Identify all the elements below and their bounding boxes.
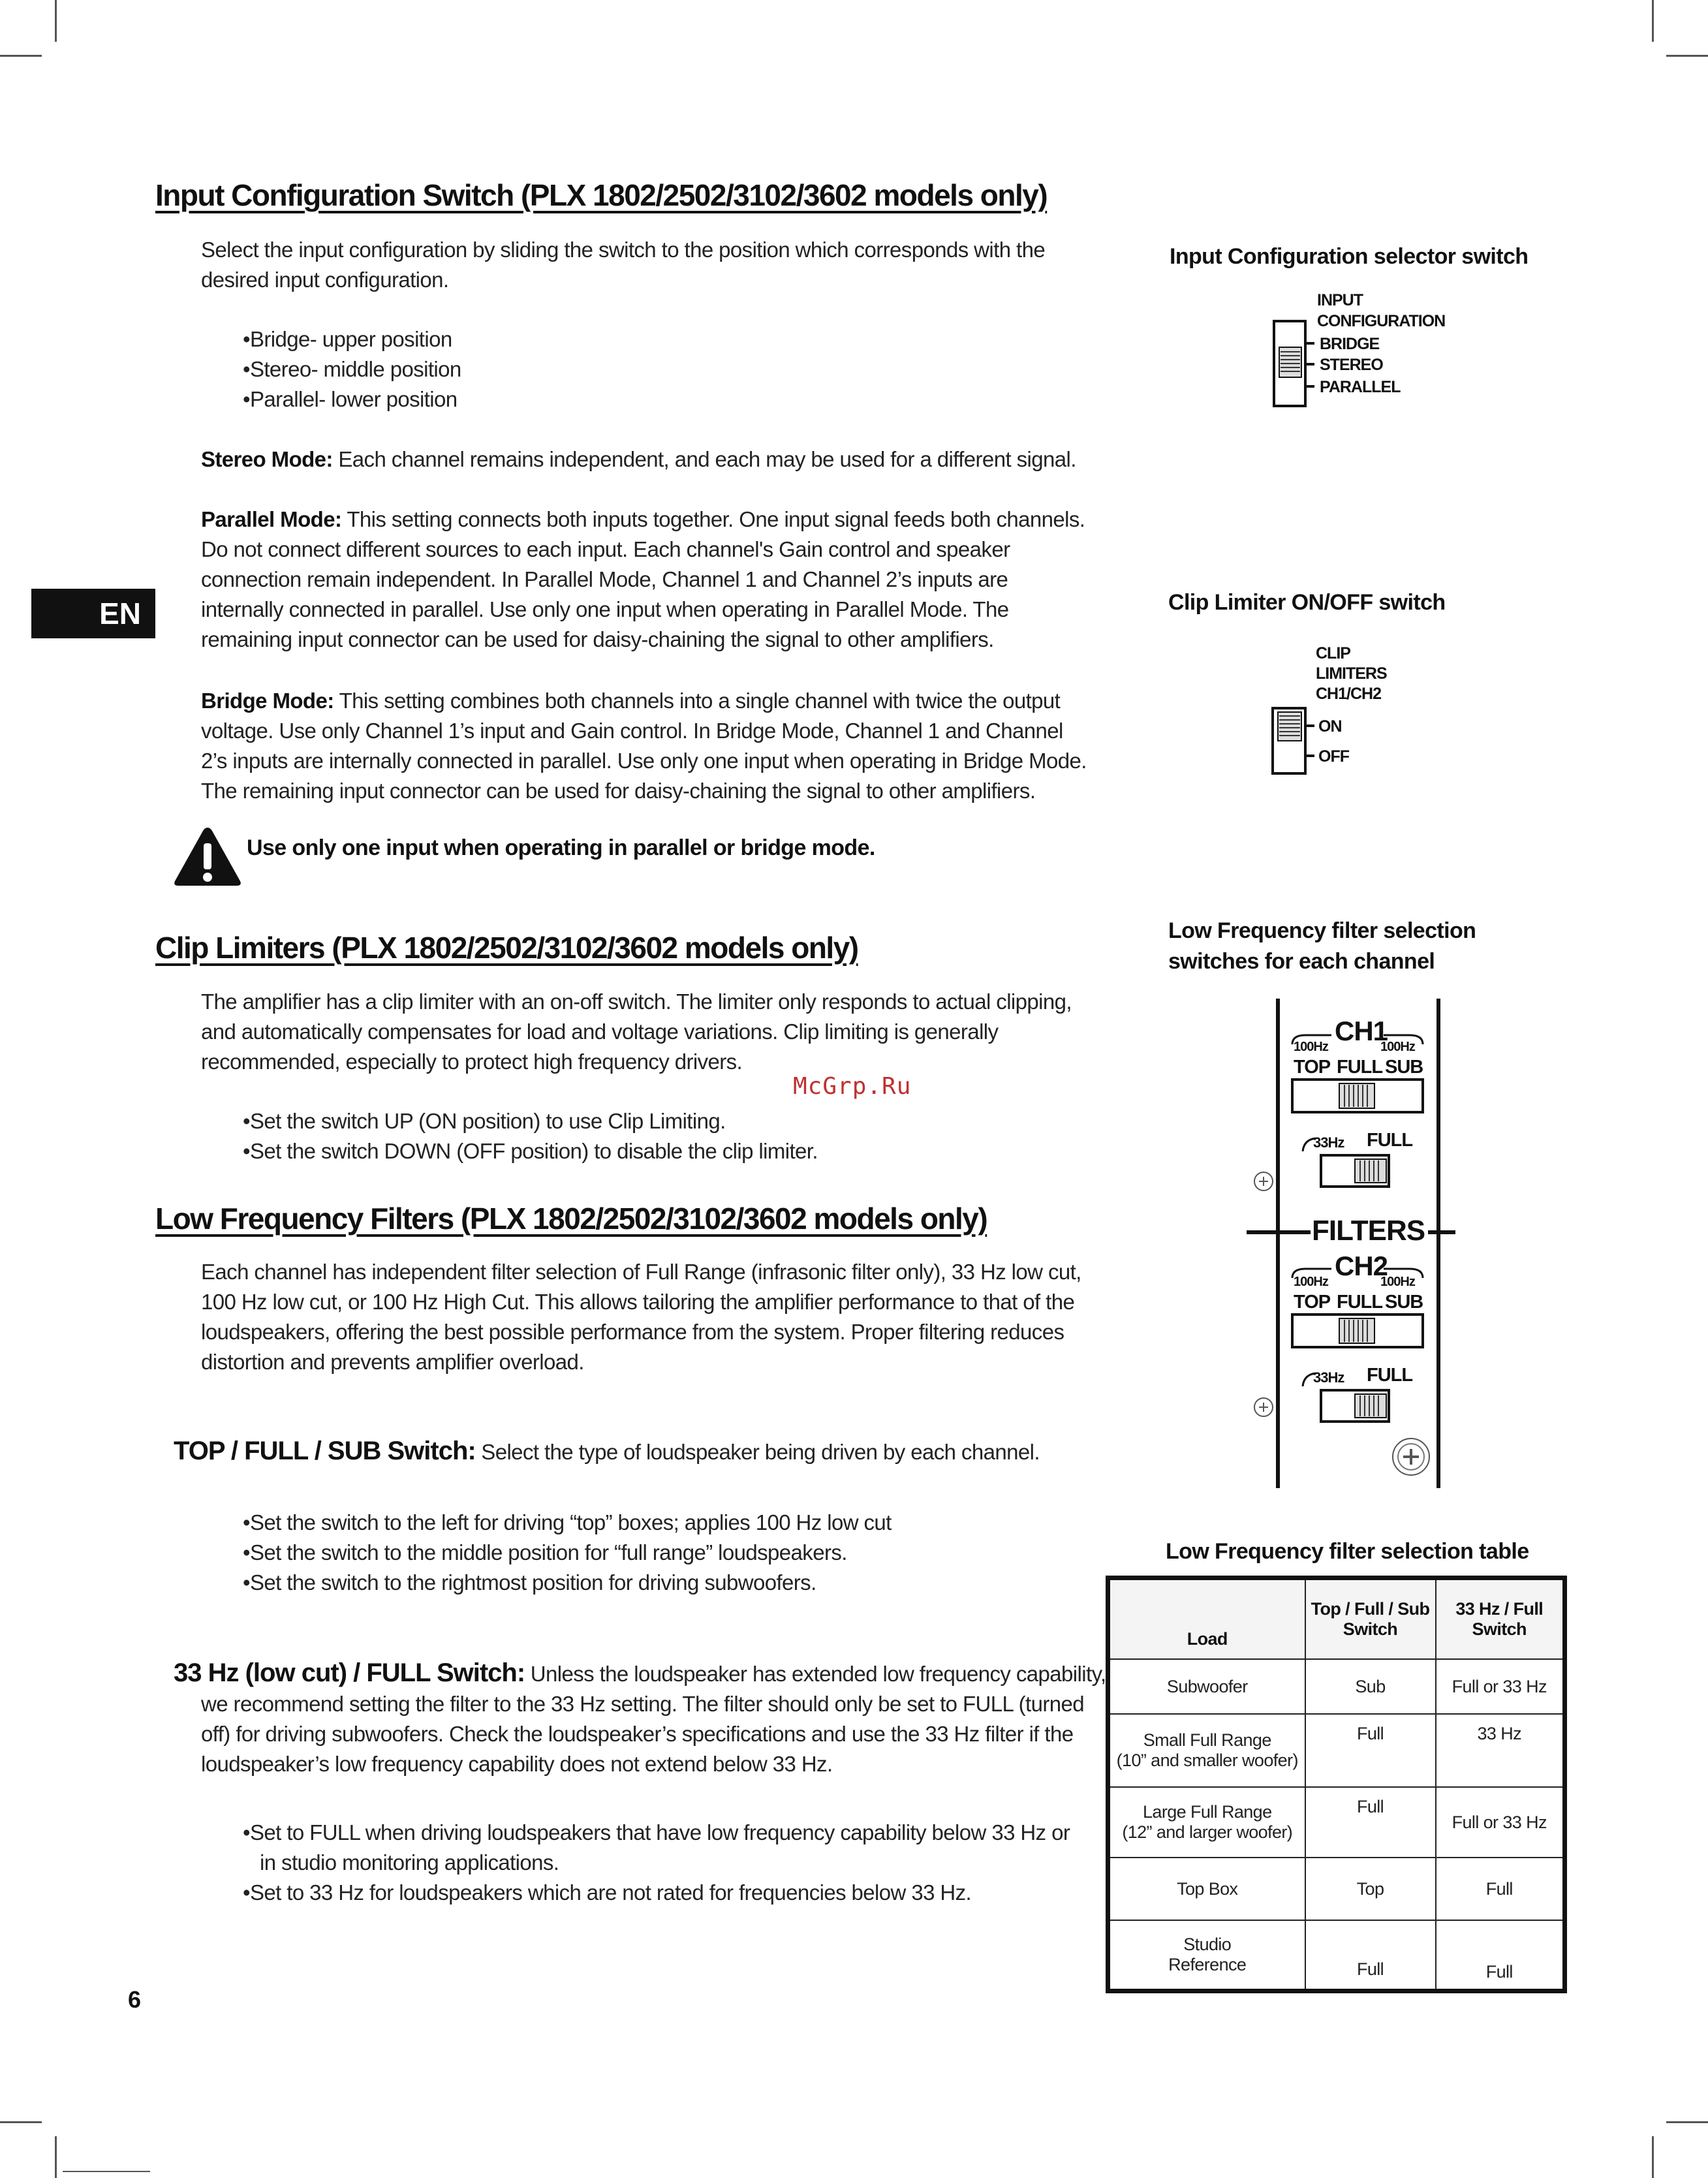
table-cell: Top: [1305, 1858, 1436, 1920]
hz33-label: 33Hz: [1313, 1369, 1344, 1386]
switch-title: CLIP: [1316, 644, 1350, 662]
table-cell: Large Full Range (12” and larger woofer): [1108, 1787, 1305, 1858]
table-cell: Full: [1436, 1920, 1565, 1991]
hz33-label: 33Hz: [1313, 1134, 1344, 1151]
list-item: •Parallel- lower position: [243, 387, 458, 411]
warning-text: Use only one input when operating in parallel or bridge mode.: [247, 835, 875, 860]
crop-mark: [1652, 2136, 1654, 2178]
hz100-label: 100Hz: [1294, 1275, 1328, 1289]
column-header: Load: [1108, 1578, 1305, 1660]
screw-icon: [1393, 1439, 1429, 1475]
crop-mark: [1666, 2121, 1708, 2123]
table-row: [1108, 1787, 1565, 1858]
screw-icon: [1254, 1398, 1273, 1416]
input-config-switch-diagram: [1260, 287, 1455, 411]
ch2-label: CH2: [1335, 1251, 1388, 1281]
top-label: TOP: [1294, 1292, 1331, 1313]
table-cell: Subwoofer: [1108, 1659, 1305, 1714]
filter-switches-panel: [1240, 999, 1455, 1495]
hz-switch-paragraph: 33 Hz (low cut) / FULL Switch: Unless the loudspeaker has extended low frequency capability, we recommend setting the filter to the 33 Hz setting. The filter should only be set to FULL (turned off) for driving subwoofers. Check the loudspeaker’s specifications and use the 33 Hz filter if the loudspeaker’s low frequency capability does not extend below 33 Hz.: [174, 1658, 1106, 1776]
parallel-mode-paragraph: Parallel Mode: This setting connects both inputs together. One input signal feeds both channels. Do not connect different sources to each input. Each channel's Gain control and speaker connection remain independent. In Parallel Mode, Channel 1 and Channel 2’s inputs are internally connected in parallel. Use only one input when operating in Parallel Mode. The remaining input connector can be used for daisy-chaining the signal to other amplifiers.: [201, 507, 1085, 651]
table-cell: 33 Hz: [1436, 1714, 1565, 1787]
sub-label: SUB: [1385, 1292, 1423, 1313]
table-row: [1108, 1659, 1565, 1714]
crop-mark: [1652, 0, 1654, 42]
position-label: BRIDGE: [1320, 335, 1380, 353]
list-item: •Set the switch DOWN (OFF position) to disable the clip limiter.: [243, 1139, 818, 1163]
switch-title: CH1/CH2: [1316, 685, 1381, 703]
page-number: 6: [128, 1986, 142, 2013]
table-cell: Studio Reference: [1108, 1920, 1305, 1991]
table-row: [1108, 1858, 1565, 1920]
table-cell: Full: [1305, 1787, 1436, 1858]
bridge-mode-label: Bridge Mode:: [201, 689, 334, 713]
screw-icon: [1254, 1172, 1273, 1190]
stereo-mode-label: Stereo Mode:: [201, 447, 333, 471]
table-cell: Full or 33 Hz: [1436, 1659, 1565, 1714]
switch-title: LIMITERS: [1316, 664, 1387, 683]
crop-mark: [1666, 55, 1708, 57]
column-header: 33 Hz / Full Switch: [1436, 1578, 1565, 1660]
tfs-switch-paragraph: TOP / FULL / SUB Switch: Select the type of loudspeaker being driven by each channel.: [174, 1437, 1040, 1465]
hz100-label: 100Hz: [1380, 1275, 1415, 1289]
list-item: •Set the switch to the rightmost position for driving subwoofers.: [243, 1570, 816, 1595]
language-tab-label: EN: [99, 597, 141, 630]
clip-limiter-switch-diagram: [1260, 643, 1390, 780]
crop-mark: [63, 2171, 150, 2172]
top-label: TOP: [1294, 1057, 1331, 1078]
filters-label: FILTERS: [1312, 1215, 1425, 1247]
hz100-label: 100Hz: [1294, 1040, 1328, 1054]
table-cell: Full: [1305, 1920, 1436, 1991]
table-cell: Sub: [1305, 1659, 1436, 1714]
clip-limiters-intro: The amplifier has a clip limiter with an on-off switch. The limiter only responds to actual clipping, and automatically compensates for load and voltage variations. Clip limiting is generally recommended, especially to protect high frequency drivers.: [201, 989, 1072, 1074]
crop-mark: [0, 2121, 42, 2123]
bridge-mode-paragraph: Bridge Mode: This setting combines both channels into a single channel with twice the output voltage. Use only Channel 1’s input and Gain control. In Bridge Mode, Channel 1 and Channel 2’s inputs are internally connected in parallel. Use only one input when operating in Bridge Mode. The remaining input connector can be used for daisy-chaining the signal to other amplifiers.: [201, 689, 1087, 803]
list-item: •Set the switch UP (ON position) to use Clip Limiting.: [243, 1109, 726, 1133]
input-config-intro: Select the input configuration by sliding the switch to the position which corresponds with the desired input configuration.: [201, 238, 1046, 292]
filter-selection-table: [1106, 1576, 1567, 1993]
language-tab: [31, 589, 155, 638]
position-label: OFF: [1318, 747, 1349, 766]
list-item: •Bridge- upper position: [243, 327, 452, 351]
table-cell: Full: [1436, 1858, 1565, 1920]
hz-switch-label: 33 Hz (low cut) / FULL Switch:: [174, 1658, 525, 1687]
switch-title: CONFIGURATION: [1317, 312, 1446, 330]
ch1-label: CH1: [1335, 1016, 1388, 1046]
list-item: •Set the switch to the middle position for “full range” loudspeakers.: [243, 1540, 847, 1564]
parallel-mode-label: Parallel Mode:: [201, 507, 342, 531]
full-label: FULL: [1367, 1365, 1413, 1386]
column-header: Top / Full / Sub Switch: [1305, 1578, 1436, 1660]
section-title-input-configuration: Input Configuration Switch (PLX 1802/2502/3102/3602 models only): [155, 178, 1048, 212]
table-caption: Low Frequency filter selection table: [1166, 1539, 1529, 1564]
input-config-bullets: [243, 324, 1091, 414]
section-title-clip-limiters: Clip Limiters (PLX 1802/2502/3102/3602 models only): [155, 931, 858, 965]
clip-limiters-bullets: [243, 1106, 1091, 1166]
table-cell: Full or 33 Hz: [1436, 1787, 1565, 1858]
crop-mark: [55, 2136, 57, 2178]
position-label: STEREO: [1320, 356, 1383, 374]
full-label: FULL: [1337, 1292, 1383, 1313]
stereo-mode-paragraph: Stereo Mode: Each channel remains independent, and each may be used for a different signal.: [201, 447, 1076, 471]
full-label: FULL: [1337, 1057, 1383, 1078]
switch-title: INPUT: [1317, 291, 1363, 309]
position-label: ON: [1318, 717, 1342, 736]
section-title-low-frequency-filters: Low Frequency Filters (PLX 1802/2502/3102/3602 models only): [155, 1202, 987, 1236]
list-item: •Set the switch to the left for driving “top” boxes; applies 100 Hz low cut: [243, 1510, 892, 1534]
filters-caption: Low Frequency filter selection: [1168, 918, 1476, 943]
filters-caption: switches for each channel: [1168, 949, 1435, 974]
table-header-row: [1108, 1578, 1565, 1660]
input-config-caption: Input Configuration selector switch: [1170, 244, 1529, 269]
warning-icon: [171, 824, 244, 889]
low-frequency-filters-intro: Each channel has independent filter selection of Full Range (infrasonic filter only), 33 Hz low cut, 100 Hz low cut, or 100 Hz High Cut. This allows tailoring the amplifier performance to that of the loudspeakers, offering the best possible performance from the system. Proper filtering reduces distortion and prevents amplifier overload.: [201, 1260, 1081, 1374]
table-row: [1108, 1920, 1565, 1991]
full-label: FULL: [1367, 1130, 1413, 1151]
crop-mark: [0, 55, 42, 57]
position-label: PARALLEL: [1320, 378, 1401, 396]
table-row: [1108, 1714, 1565, 1787]
crop-mark: [55, 0, 57, 42]
tfs-switch-bullets: [243, 1508, 1091, 1598]
table-cell: Small Full Range (10” and smaller woofer): [1108, 1714, 1305, 1787]
table-cell: Full: [1305, 1714, 1436, 1787]
list-item: •Set to FULL when driving loudspeakers that have low frequency capability below 33 Hz or in studio monitoring applications.: [243, 1820, 1070, 1875]
watermark: McGrp.Ru: [793, 1073, 912, 1100]
hz100-label: 100Hz: [1380, 1040, 1415, 1054]
sub-label: SUB: [1385, 1057, 1423, 1078]
tfs-switch-label: TOP / FULL / SUB Switch:: [174, 1437, 476, 1465]
clip-limiter-caption: Clip Limiter ON/OFF switch: [1168, 590, 1446, 615]
list-item: •Set to 33 Hz for loudspeakers which are not rated for frequencies below 33 Hz.: [243, 1880, 972, 1905]
hz-switch-bullets: [243, 1818, 1091, 1908]
list-item: •Stereo- middle position: [243, 357, 461, 381]
table-cell: Top Box: [1108, 1858, 1305, 1920]
